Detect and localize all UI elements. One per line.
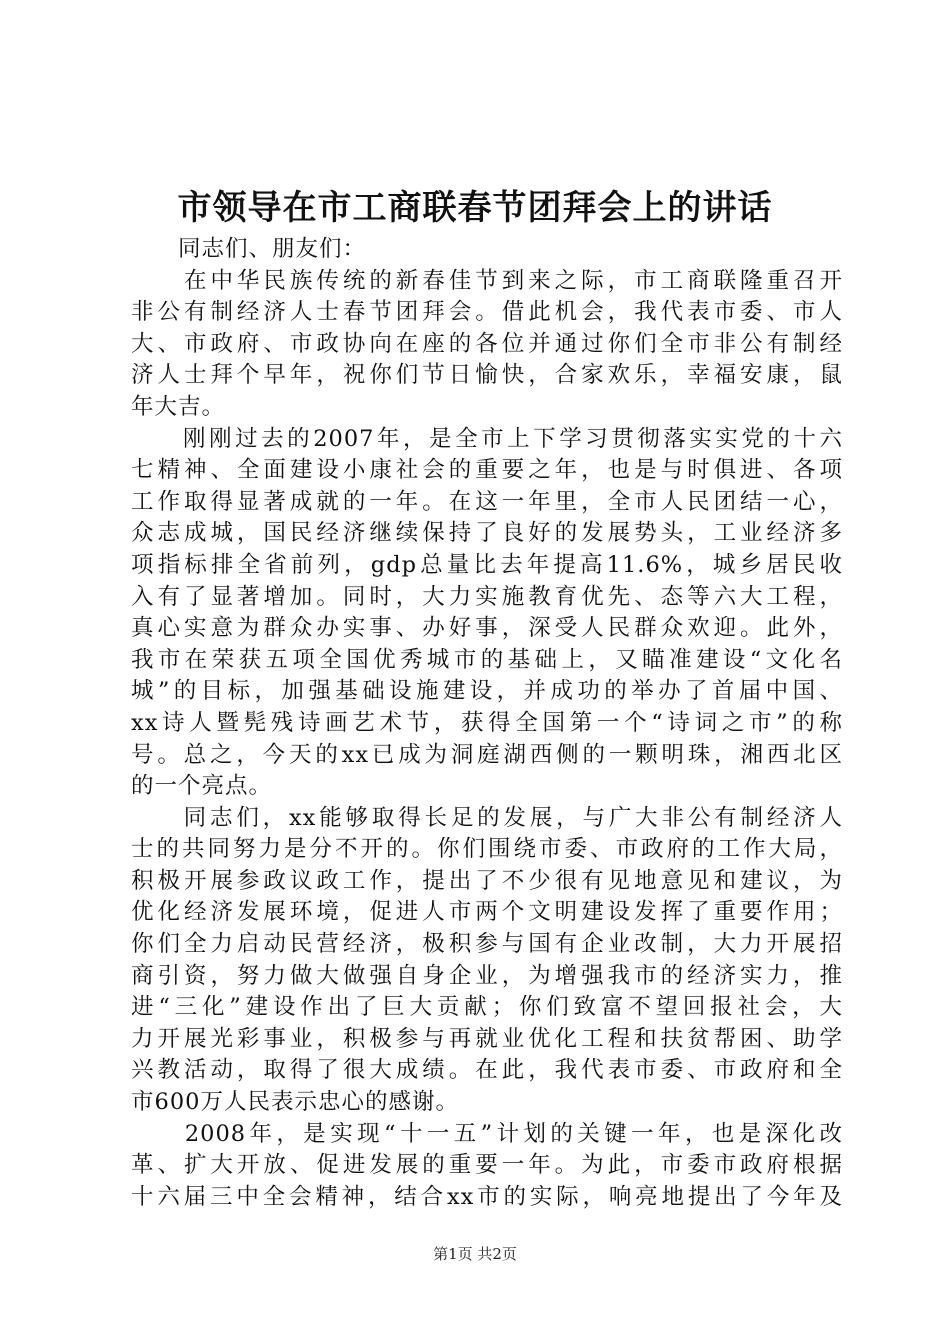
- text-line: 十六届三中全会精神，结合xx市的实际，响亮地提出了今年及: [131, 1183, 843, 1210]
- text-line: 革、扩大开放、促进发展的重要一年。为此，市委市政府根据: [131, 1152, 843, 1179]
- text-line: 力开展光彩事业，积极参与再就业优化工程和扶贫帮困、助学: [131, 1025, 843, 1052]
- text-line: 七精神、全面建设小康社会的重要之年，也是与时俱进、各项: [131, 457, 843, 484]
- text-line: 士的共同努力是分不开的。你们围绕市委、市政府的工作大局，: [131, 836, 843, 863]
- text-line: 众志成城，国民经济继续保持了良好的发展势头，工业经济多: [131, 520, 843, 547]
- text-line: 同志们，xx能够取得长足的发展，与广大非公有制经济人: [131, 804, 843, 831]
- text-line: 年大吉。: [131, 393, 226, 420]
- text-line: 号。总之，今天的xx已成为洞庭湖西侧的一颗明珠，湘西北区: [131, 741, 843, 768]
- text-line: 商引资，努力做大做强自身企业，为增强我市的经济实力，推: [131, 962, 843, 989]
- page-number-footer: 第1页 共2页: [433, 1245, 517, 1263]
- text-line: 入有了显著增加。同时，大力实施教育优先、态等六大工程，: [131, 583, 843, 610]
- text-line: 同志们、朋友们：: [131, 236, 367, 262]
- text-line: 工作取得显著成就的一年。在这一年里，全市人民团结一心，: [131, 488, 843, 515]
- text-line: 2008年，是实现“十一五”计划的关键一年，也是深化改: [131, 1120, 843, 1147]
- text-line: 我市在荣获五项全国优秀城市的基础上，又瞄准建设“文化名: [131, 646, 843, 673]
- text-line: 真心实意为群众办实事、办好事，深受人民群众欢迎。此外，: [131, 615, 843, 642]
- text-line: 非公有制经济人士春节团拜会。借此机会，我代表市委、市人: [131, 299, 843, 326]
- text-line: 在中华民族传统的新春佳节到来之际，市工商联隆重召开: [131, 267, 843, 294]
- text-line: 大、市政府、市政协向在座的各位并通过你们全市非公有制经: [131, 330, 843, 357]
- text-line: xx诗人暨髡残诗画艺术节，获得全国第一个“诗词之市”的称: [131, 709, 843, 736]
- text-line: 市600万人民表示忠心的感谢。: [131, 1089, 459, 1116]
- text-line: 你们全力启动民营经济，极积参与国有企业改制，大力开展招: [131, 931, 843, 958]
- text-line: 刚刚过去的2007年，是全市上下学习贯彻落实实党的十六: [131, 425, 843, 452]
- text-line: 的一个亮点。: [131, 773, 273, 800]
- text-line: 兴教活动，取得了很大成绩。在此，我代表市委、市政府和全: [131, 1057, 843, 1084]
- text-line: 优化经济发展环境，促进人市两个文明建设发挥了重要作用；: [131, 899, 843, 926]
- text-line: 项指标排全省前列，gdp总量比去年提高11.6%，城乡居民收: [131, 551, 843, 578]
- document-body: [131, 234, 843, 1213]
- text-line: 进“三化”建设作出了巨大贡献；你们致富不望回报社会，大: [131, 994, 843, 1021]
- document-title: 市领导在市工商联春节团拜会上的讲话: [177, 188, 773, 228]
- text-line: 积极开展参政议政工作，提出了不少很有见地意见和建议，为: [131, 867, 843, 894]
- text-line: 城”的目标，加强基础设施建设，并成功的举办了首届中国、: [131, 678, 843, 705]
- text-line: 济人士拜个早年，祝你们节日愉快，合家欢乐，幸福安康，鼠: [131, 362, 843, 389]
